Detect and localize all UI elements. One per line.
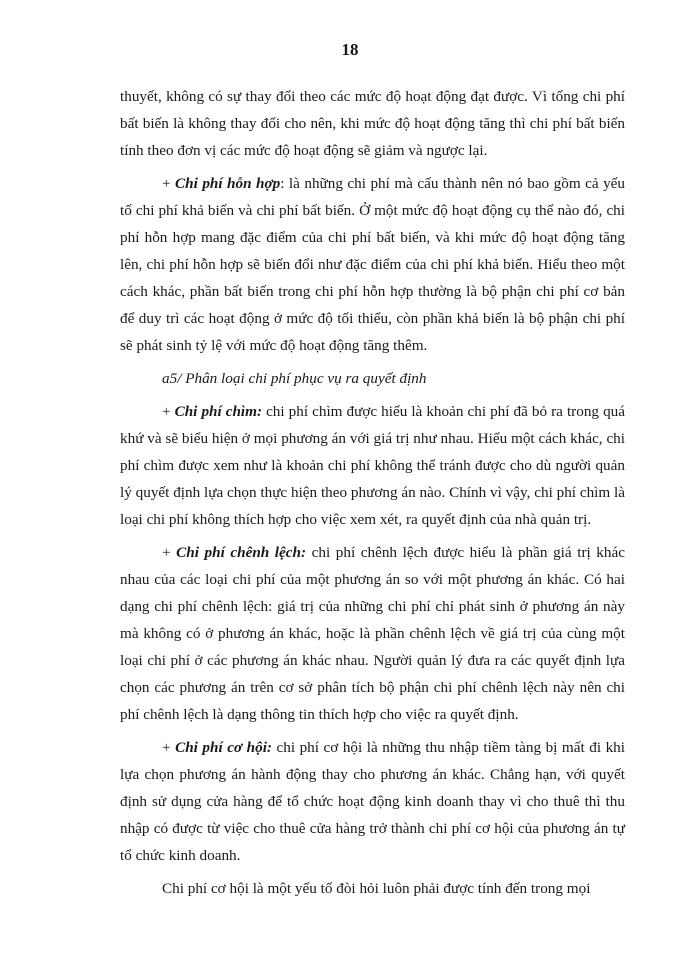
- bullet-prefix: +: [162, 544, 177, 561]
- page-number: 18: [341, 40, 359, 59]
- paragraph-mixed-cost: [120, 170, 625, 359]
- definition-text: chi phí cơ hội là những thu nhập tiềm tàng bị mất đi khi lựa chọn phương án hành động thay cho phương án khác. Chẳng hạn, với quyết định sử dụng cửa hàng để tổ chức hoạt động kinh doanh thay vì cho thuê thì thu nhập có được từ việc cho thuê cửa hàng trở thành chi phí cơ hội của phương án tự tổ chức kinh doanh.: [120, 739, 625, 864]
- term-mixed-cost: Chi phí hỗn hợp: [175, 175, 281, 192]
- bullet-prefix: +: [162, 739, 176, 756]
- bullet-prefix: +: [162, 403, 175, 420]
- bullet-prefix: +: [162, 175, 176, 192]
- section-heading-a5: a5/ Phân loại chi phí phục vụ ra quyết định: [162, 370, 427, 387]
- paragraph-opportunity-cost-note: Chi phí cơ hội là một yếu tố đòi hỏi luôn phải được tính đến trong mọi: [162, 880, 591, 897]
- paragraph-sunk-cost: [120, 398, 625, 533]
- term-sunk-cost: Chi phí chìm:: [174, 403, 263, 420]
- definition-text: : là những chi phí mà cấu thành nên nó bao gồm cả yếu tố chi phí khả biến và chi phí bất biến. Ở một mức độ hoạt động cụ thể nào đó, chi phí hỗn hợp mang đặc điểm của chi phí bất biến, và khi mức độ hoạt động tăng lên, chi phí hỗn hợp sẽ biến đổi như đặc điểm của chi phí khả biến. Hiểu theo một cách khác, phần bất biến trong chi phí hỗn hợp thường là bộ phận chi phí cơ bản để duy trì các hoạt động ở mức độ tối thiểu, còn phần khả biến là bộ phận chi phí sẽ phát sinh tỷ lệ với mức độ hoạt động tăng thêm.: [120, 175, 625, 354]
- body-text: [120, 83, 625, 908]
- definition-text: chi phí chênh lệch được hiểu là phần giá trị khác nhau của các loại chi phí của một phương án so với một phương án khác. Có hai dạng chi phí chênh lệch: giá trị của những chi phí chỉ phát sinh ở phương án này mà không có ở phương án khác, hoặc là phần chênh lệch về giá trị của cùng một loại chi phí ở các phương án khác nhau. Người quản lý đưa ra các quyết định lựa chọn các phương án trên cơ sở phân tích bộ phận chi phí chênh lệch này nên chi phí chênh lệch là dạng thông tin thích hợp cho việc ra quyết định.: [120, 544, 625, 723]
- term-differential-cost: Chi phí chênh lệch:: [176, 544, 307, 561]
- paragraph-differential-cost: [120, 539, 625, 728]
- term-opportunity-cost: Chi phí cơ hội:: [175, 739, 272, 756]
- definition-text: chi phí chìm được hiểu là khoản chi phí đã bỏ ra trong quá khứ và sẽ biểu hiện ở mọi phương án với giá trị như nhau. Hiểu một cách khác, chi phí chìm được xem như là khoản chi phí không thể tránh được cho dù người quản lý quyết định lựa chọn thực hiện theo phương án nào. Chính vì vậy, chi phí chìm là loại chi phí không thích hợp cho việc xem xét, ra quyết định của nhà quản trị.: [120, 403, 625, 528]
- paragraph-fixed-cost-continuation: thuyết, không có sự thay đổi theo các mức độ hoạt động đạt được. Vì tổng chi phí bất biến là không thay đổi cho nên, khi mức độ hoạt động tăng thì chi phí bất biến tính theo đơn vị các mức độ hoạt động sẽ giảm và ngược lại.: [120, 88, 625, 159]
- paragraph-opportunity-cost: [120, 734, 625, 869]
